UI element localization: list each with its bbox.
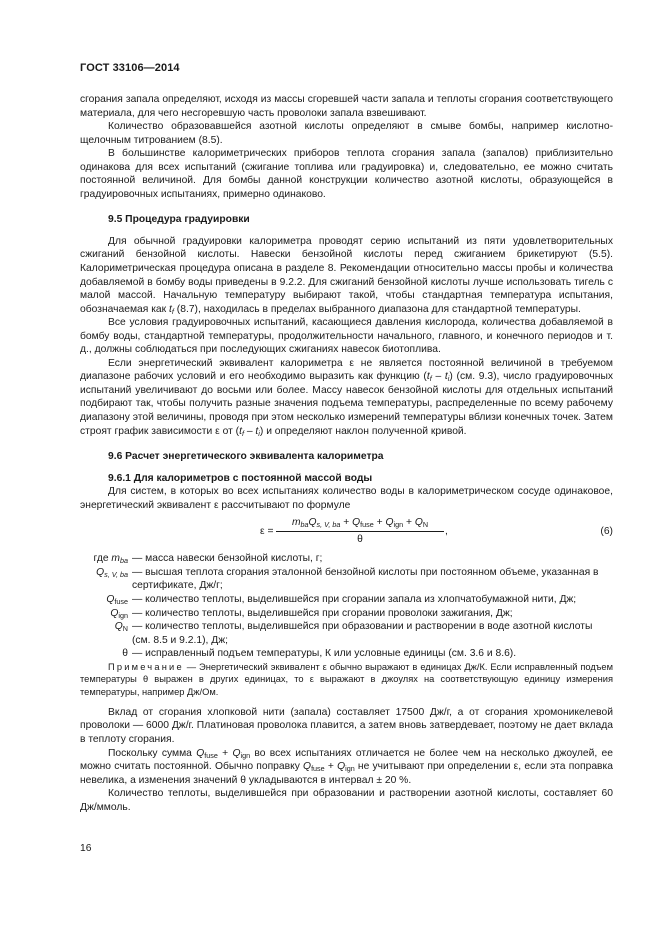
subsection-heading-9-6-1: 9.6.1 Для калориметров с постоянной массой воды	[108, 472, 373, 484]
note: Примечание — Энергетический эквивалент ε обычно выражают в единицах Дж/К. Если исправленный подъем температуры θ выражен в других единицах, то ε выражают в джоулях на соответствующую единицу измерения температуры, например Дж/Ом.	[80, 661, 613, 697]
document-header: ГОСТ 33106—2014	[80, 62, 180, 74]
paragraph: Все условия градуировочных испытаний, касающиеся давления кислорода, количества добавляемой в бомбу воды, стандартной температуры, продолжительности начального, главного, и конечного периодов и т. д., должны соблюдаться при последующих сжиганиях навесок биотоплива.	[80, 317, 613, 356]
paragraph: Количество теплоты, выделившейся при образовании и растворении азотной кислоты, составляет 60 Дж/ммоль.	[80, 788, 613, 813]
paragraph: Поскольку сумма $Q_{fuse} + Q_{ign}$ во всех испытаниях отличается не более чем на несколько джоулей, ее можно считать постоянной. Обычно поправку $Q_{fuse} + Q_{ign}$ не учитывают при определении ε, если эта поправка невелика, а изменения значений θ укладываются в интервал ± 20 %.	[80, 747, 613, 786]
paragraph: сгорания запала определяют, исходя из массы сгоревшей части запала и теплоты сгорания соответствующего материала, для чего несгоревшую часть проволоки запала взвешивают.	[80, 94, 613, 119]
paragraph: Если энергетический эквивалент калориметра ε не является постоянной величиной в требуемом диапазоне рабочих условий и его необходимо выразить как функцию $(t_f - t_i)$ (см. 9.3), число градуировочных испытаний увеличивают до восьми или более. Массу навесок бензойной кислоты для отдельных испытаний подбирают так, чтобы получить разные значения подъема температуры, распределенные по всему рабочему диапазону этой величины, проводя при этом несколько измерений температуры вблизи конечных точек. Затем строят график зависимости ε от $(t_f - t_i)$ и определяют наклон полученной кривой.	[80, 357, 613, 438]
formula-lhs: ε =	[260, 526, 274, 538]
definition-item: $Q_{s, V, ba}$ — высшая теплота сгорания эталонной бензойной кислоты при постоянном объеме, указанная в сертификате, Дж/г;	[96, 566, 599, 592]
definition-item: где $m_{ba}$ — масса навески бензойной кислоты, г;	[93, 553, 323, 566]
formula-fraction	[276, 516, 444, 546]
formula-denominator: θ	[357, 533, 363, 545]
paragraph: Для систем, в которых во всех испытаниях количество воды в калориметрическом сосуде одинаковое, энергетический эквивалент ε рассчитывают по формуле	[80, 486, 613, 511]
definition-item: $Q_N$ — количество теплоты, выделившейся при образовании и растворении в воде азотной кислоты (см. 8.5 и 9.2.1), Дж;	[114, 621, 593, 646]
section-heading-9-5: 9.5 Процедура градуировки	[108, 214, 250, 226]
formula-numerator: $m_{ba}Q_{s, V, ba} + Q_{fuse} + Q_{ign} + Q_N$	[276, 516, 444, 532]
page-number: 16	[80, 843, 92, 854]
definitions-list	[80, 552, 613, 660]
formula-number: (6)	[600, 526, 613, 538]
paragraph: Вклад от сгорания хлопковой нити (запала) составляет 17500 Дж/г, а от сгорания хромоникелевой проволоки — 6000 Дж/г. Платиновая проволока плавится, а затем вновь затвердевает, поэтому не дает вклада в теплоту сгорания.	[80, 706, 613, 745]
paragraph: Количество образовавшейся азотной кислоты определяют в смыве бомбы, например кислотно-щелочным титрованием (8.5).	[80, 121, 613, 146]
section-heading-9-6: 9.6 Расчет энергетического эквивалента калориметра	[108, 451, 384, 463]
document-body	[80, 93, 613, 814]
definition-item: $Q_{ign}$ — количество теплоты, выделившейся при сгорании проволоки зажигания, Дж;	[110, 607, 513, 620]
definition-item: $Q_{fuse}$ — количество теплоты, выделившейся при сгорании запала из хлопчатобумажной нити, Дж;	[106, 593, 577, 606]
definition-item: θ — исправленный подъем температуры, К или условные единицы (см. 3.6 и 8.6).	[122, 648, 517, 660]
paragraph: В большинстве калориметрических приборов теплота сгорания запала (запалов) приблизительно одинакова для всех испытаний (сжигание топлива или градуировка) и, следовательно, ее можно считать постоянной величиной. Для бомбы данной конструкции количество азотной кислоты, образующейся в градуировочных испытаниях, примерно одинаково.	[80, 148, 613, 200]
formula-6: ε = $m_{ba}Q_{s, V, ba} + Q_{fuse} + Q_{ign} + Q_N$ θ , (6)	[260, 517, 613, 545]
paragraph: Для обычной градуировки калориметра проводят серию испытаний из пяти удовлетворительных сжиганий бензойной кислоты. Навески бензойной кислоты перед сжиганием брикетируют (5.5). Калориметрическая процедура описана в разделе 8. Рекомендации относительно массы пробы и количества добавляемой в бомбу воды приведены в 9.2.2. Для сжиганий бензойной кислоты лучше использовать тигель с малой массой. Начальную температуру выбирают такой, чтобы стандартная температура испытания, обозначаемая как $t_f$ (8.7), находилась в пределах выбранного диапазона для стандартной температуры.	[80, 235, 613, 316]
